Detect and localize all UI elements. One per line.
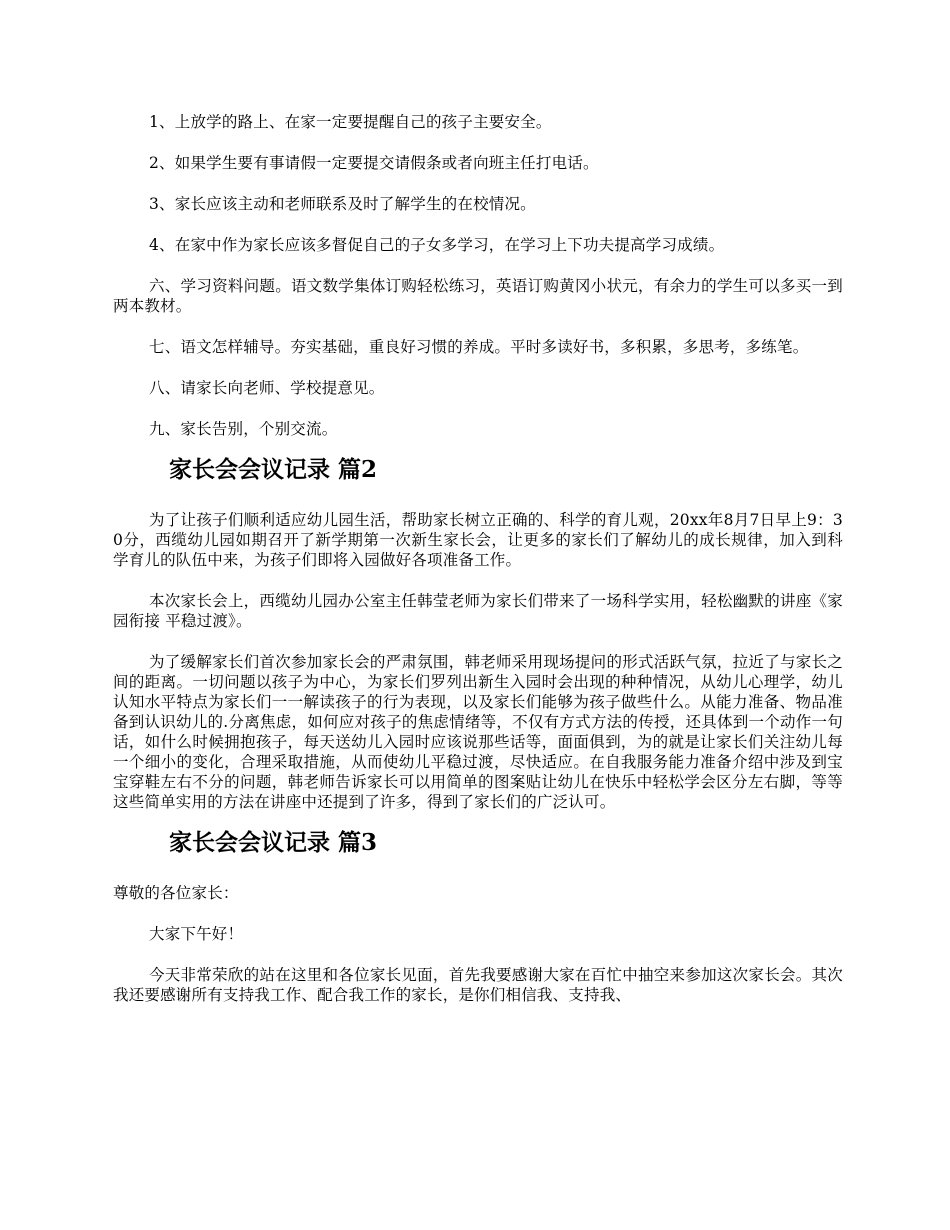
salutation: 尊敬的各位家长： <box>113 884 239 902</box>
list-item: 九、家长告别，个别交流。 <box>149 420 338 438</box>
paragraph: 今天非常荣欣的站在这里和各位家长见面，首先我要感谢大家在百忙中抽空来参加这次家长会。其次我还要感谢所有支持我工作、配合我工作的家长，是你们相信我、支持我、 <box>113 966 843 1004</box>
greeting: 大家下午好！ <box>149 925 244 943</box>
paragraph: 为了让孩子们顺利适应幼儿园生活，帮助家长树立正确的、科学的育儿观，20xx年8月7日早上9：30分，西缆幼儿园如期召开了新学期第一次新生家长会，让更多的家长们了解幼儿的成长规律，加入到科学育儿的队伍中来，为孩子们即将入园做好各项准备工作。 <box>113 511 843 569</box>
list-item: 2、如果学生要有事请假一定要提交请假条或者向班主任打电话。 <box>149 154 599 172</box>
list-item: 七、语文怎样辅导。夯实基础，重良好习惯的养成。平时多读好书，多积累，多思考，多练笔。 <box>149 338 809 356</box>
document-page <box>113 112 843 1005</box>
list-item: 4、在家中作为家长应该多督促自己的子女多学习，在学习上下功夫提高学习成绩。 <box>149 236 725 254</box>
paragraph: 为了缓解家长们首次参加家长会的严肃氛围，韩老师采用现场提问的形式活跃气氛，拉近了与家长之间的距离。一切问题以孩子为中心，为家长们罗列出新生入园时会出现的种种情况，从幼儿心理学，幼儿认知水平特点为家长们一一解读孩子的行为表现，以及家长们能够为孩子做些什么。从能力准备、物品准备到认识幼儿的.分离焦虑，如何应对孩子的焦虑情绪等，不仅有方式方法的传授，还具体到一个动作一句话，如什么时候拥抱孩子，每天送幼儿入园时应该说那些话等，面面俱到，为的就是让家长们关注幼儿每一个细小的变化，合理采取措施，从而使幼儿平稳过渡，尽快适应。在自我服务能力准备介绍中涉及到宝宝穿鞋左右不分的问题，韩老师告诉家长可以用简单的图案贴让幼儿在快乐中轻松学会区分左右脚，等等这些简单实用的方法在讲座中还提到了许多，得到了家长们的广泛认可。 <box>113 653 843 811</box>
section-heading: 家长会会议记录 篇3 <box>169 829 378 856</box>
paragraph: 本次家长会上，西缆幼儿园办公室主任韩莹老师为家长们带来了一场科学实用，轻松幽默的讲座《家园衔接 平稳过渡》。 <box>113 592 843 630</box>
list-item: 1、上放学的路上、在家一定要提醒自己的孩子主要安全。 <box>149 113 552 131</box>
section-heading: 家长会会议记录 篇2 <box>169 456 378 483</box>
list-item: 六、学习资料问题。语文数学集体订购轻松练习，英语订购黄冈小状元，有余力的学生可以多买一到两本教材。 <box>113 277 843 315</box>
list-item: 八、请家长向老师、学校提意见。 <box>149 379 385 397</box>
list-item: 3、家长应该主动和老师联系及时了解学生的在校情况。 <box>149 195 536 213</box>
